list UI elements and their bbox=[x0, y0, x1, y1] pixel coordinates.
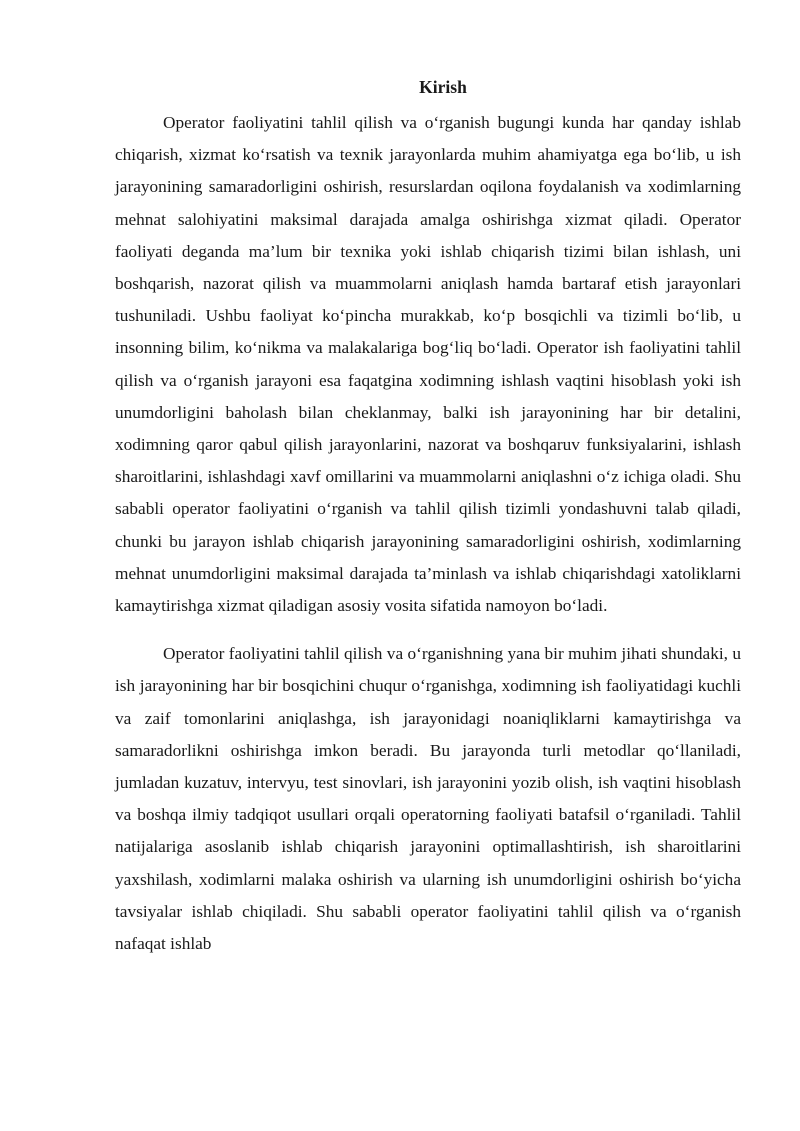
paragraph-2: Operator faoliyatini tahlil qilish va o‘rganishning yana bir muhim jihati shundaki, u ish jarayonining har bir bosqichini chuqur o‘rganishga, xodimning ish faoliyatidagi kuchli va zaif tomonlarini aniqlashga, ish jarayonidagi noaniqliklarni kamaytirishga va samaradorlikni oshirishga imkon beradi. Bu jarayonda turli metodlar qo‘llaniladi, jumladan kuzatuv, intervyu, test sinovlari, ish jarayonini yozib olish, ish vaqtini hisoblash va boshqa ilmiy tadqiqot usullari orqali operatorning faoliyati batafsil o‘rganiladi. Tahlil natijalariga asoslanib ishlab chiqarish jarayonini optimallashtirish, ish sharoitlarini yaxshilash, xodimlarni malaka oshirish va ularning ish unumdorligini oshirish bo‘yicha tavsiyalar ishlab chiqiladi. Shu sababli operator faoliyatini tahlil qilish va o‘rganish nafaqat ishlab bbox=[115, 644, 741, 954]
document-title: Kirish bbox=[419, 77, 467, 97]
paragraph-1: Operator faoliyatini tahlil qilish va o‘rganish bugungi kunda har qanday ishlab chiqarish, xizmat ko‘rsatish va texnik jarayonlarda muhim ahamiyatga ega bo‘lib, u ish jarayonining samaradorligini oshirish, resurslardan oqilona foydalanish va xodimlarning mehnat salohiyatini maksimal darajada amalga oshirishga xizmat qiladi. Operator faoliyati deganda ma’lum bir texnika yoki ishlab chiqarish tizimi bilan ishlash, uni boshqarish, nazorat qilish va muammolarni aniqlash hamda bartaraf etish jarayonlari tushuniladi. Ushbu faoliyat ko‘pincha murakkab, ko‘p bosqichli va tizimli bo‘lib, u insonning bilim, ko‘nikma va malakalariga bog‘liq bo‘ladi. Operator ish faoliyatini tahlil qilish va o‘rganish jarayoni esa faqatgina xodimning ishlash vaqtini hisoblash yoki ish unumdorligini baholash bilan cheklanmay, balki ish jarayonining har bir detalini, xodimning qaror qabul qilish jarayonlarini, nazorat va boshqaruv funksiyalarini, ishlash sharoitlarini, ishlashdagi xavf omillarini va muammolarni aniqlashni o‘z ichiga oladi. Shu sababli operator faoliyatini o‘rganish va tahlil qilish tizimli yondashuvni talab qiladi, chunki bu jarayon ishlab chiqarish jarayonining samaradorligini oshirish, xodimlarning mehnat unumdorligini maksimal darajada ta’minlash va ishlab chiqarishdagi xatoliklarni kamaytirishga xizmat qiladigan asosiy vosita sifatida namoyon bo‘ladi. bbox=[115, 113, 741, 616]
